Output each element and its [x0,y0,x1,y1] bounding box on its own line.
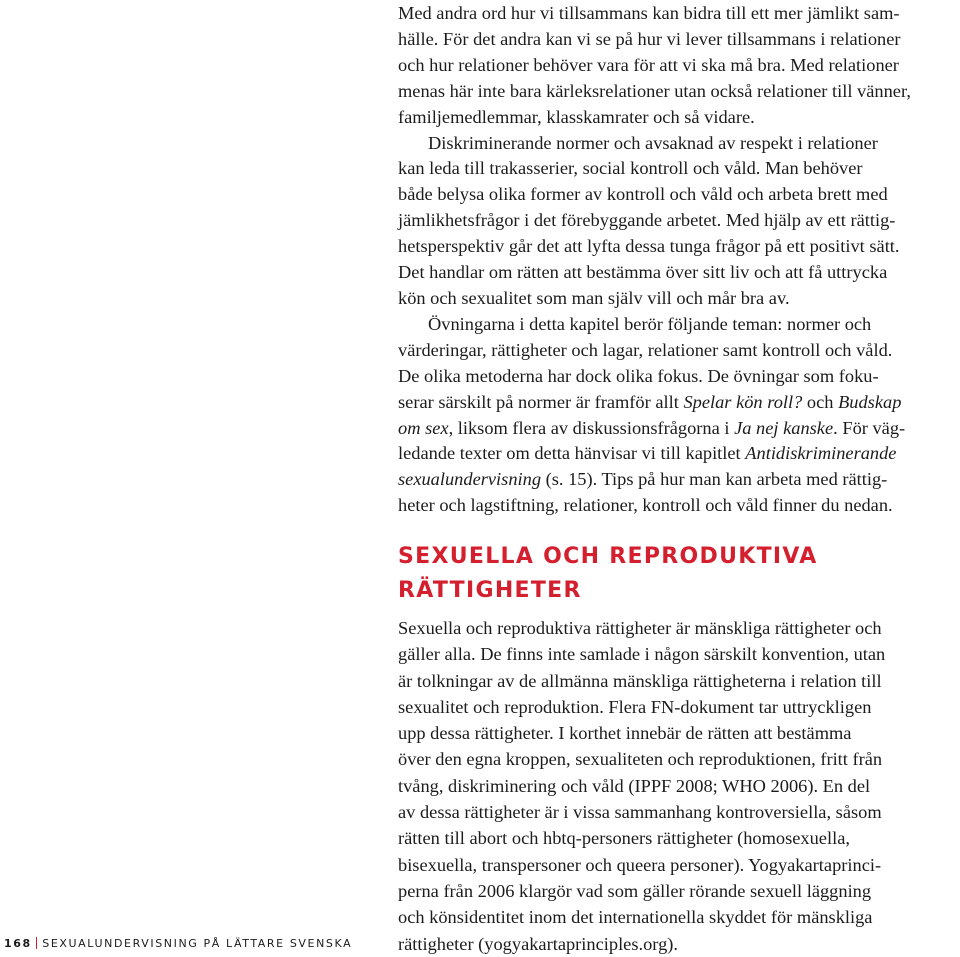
text-run: . För väg- [833,417,906,438]
text-line: och könsidentitet inom det internationella skyddet för mänskliga [398,907,873,928]
text-line: Sexuella och reproduktiva rättigheter är mänskliga rättigheter och [398,618,882,638]
text-line: över den egna kroppen, sexualiteten och reproduktionen, fritt från [398,749,883,770]
section-sexual-rights [398,540,960,957]
chapter-title: Antidiskriminerande [745,443,897,464]
text-line: av dessa rättigheter är i vissa sammanhang kontroversiella, såsom [398,802,882,823]
text-line: bisexuella, transpersoner och queera personer). Yogyakartaprinci- [398,854,882,875]
page-footer [4,937,352,951]
text-line [398,467,960,493]
text-line: Diskriminerande normer och avsaknad av respekt i relationer [428,132,878,153]
text-line: rättigheter (yogyakartaprinciples.org). [398,933,679,954]
text-line: menas här inte bara kärleksrelationer utan också relationer till vänner, [398,80,911,101]
section-body [398,615,960,957]
text-line: är tolkningar av de allmänna mänskliga rättigheterna i relation till [398,670,882,691]
text-run: serar särskilt på normer är framför allt [398,391,684,412]
text-run: och [802,391,839,412]
footer-divider [36,937,38,949]
text-line [398,441,960,467]
text-line: heter och lagstiftning, relationer, kontroll och våld finner du nedan. [398,495,893,516]
text-line: rätten till abort och hbtq-personers rättigheter (homosexuella, [398,828,850,849]
text-line: familjemedlemmar, klasskamrater och så vidare. [398,106,755,127]
text-line: perna från 2006 klargör vad som gäller rörande sexuell läggning [398,880,872,901]
text-run: (s. 15). Tips på hur man kan arbeta med rättig- [541,469,888,490]
text-line: hälle. För det andra kan vi se på hur vi lever tillsammans i relationer [398,28,901,49]
text-run: ledande texter om detta hänvisar vi till kapitlet [398,443,746,464]
text-line: och hur relationer behöver vara för att vi ska må bra. Med relationer [398,54,899,75]
text-line: värderingar, rättigheter och lagar, relationer samt kontroll och våld. [398,339,893,360]
text-line: Med andra ord hur vi tillsammans kan bidra till ett mer jämlikt sam- [398,3,900,23]
exercise-title-budskap: Budskap [838,391,902,412]
page-number: 168 [4,937,32,950]
text-line: både belysa olika former av kontroll och våld och arbeta brett med [398,184,888,205]
section-heading: SEXUELLA OCH REPRODUKTIVA RÄTTIGHETER [398,544,818,603]
text-line: gäller alla. De finns inte samlade i någon särskilt konvention, utan [398,644,886,665]
text-line: Övningarna i detta kapitel berör följande teman: normer och [428,313,872,334]
text-line: sexualitet och reproduktion. Flera FN-dokument tar uttryckligen [398,696,872,717]
text-line: De olika metoderna har dock olika fokus. De övningar som foku- [398,365,879,386]
paragraph-discrimination [398,131,960,312]
text-line: upp dessa rättigheter. I korthet innebär de rätten att bestämma [398,723,852,744]
exercise-title-spelar-kon-roll: Spelar kön roll? [683,391,803,412]
text-line [398,416,960,442]
text-run: , liksom flera av diskussionsfrågorna i [448,417,735,438]
text-line: Det handlar om rätten att bestämma över sitt liv och att få uttrycka [398,262,888,283]
text-line: kön och sexualitet som man själv vill och mår bra av. [398,287,790,308]
text-line [398,390,960,416]
paragraph-relationships [398,1,960,131]
chapter-title-cont: sexualundervisning [398,469,542,490]
intro-text [398,1,960,519]
text-line: hetsperspektiv går det att lyfta dessa tunga frågor på ett positivt sätt. [398,236,900,257]
text-line: kan leda till trakasserier, social kontroll och våld. Man behöver [398,158,863,179]
book-title: SEXUALUNDERVISNING PÅ LÄTTARE SVENSKA [42,937,353,950]
exercise-title-ja-nej-kanske: Ja nej kanske [734,417,834,438]
text-line: jämlikhetsfrågor i det förebyggande arbetet. Med hjälp av ett rättig- [398,210,896,231]
paragraph-exercises [398,312,960,519]
exercise-title-om-sex: om sex [398,417,449,438]
text-line: tvång, diskriminering och våld (IPPF 2008; WHO 2006). En del [398,775,871,796]
